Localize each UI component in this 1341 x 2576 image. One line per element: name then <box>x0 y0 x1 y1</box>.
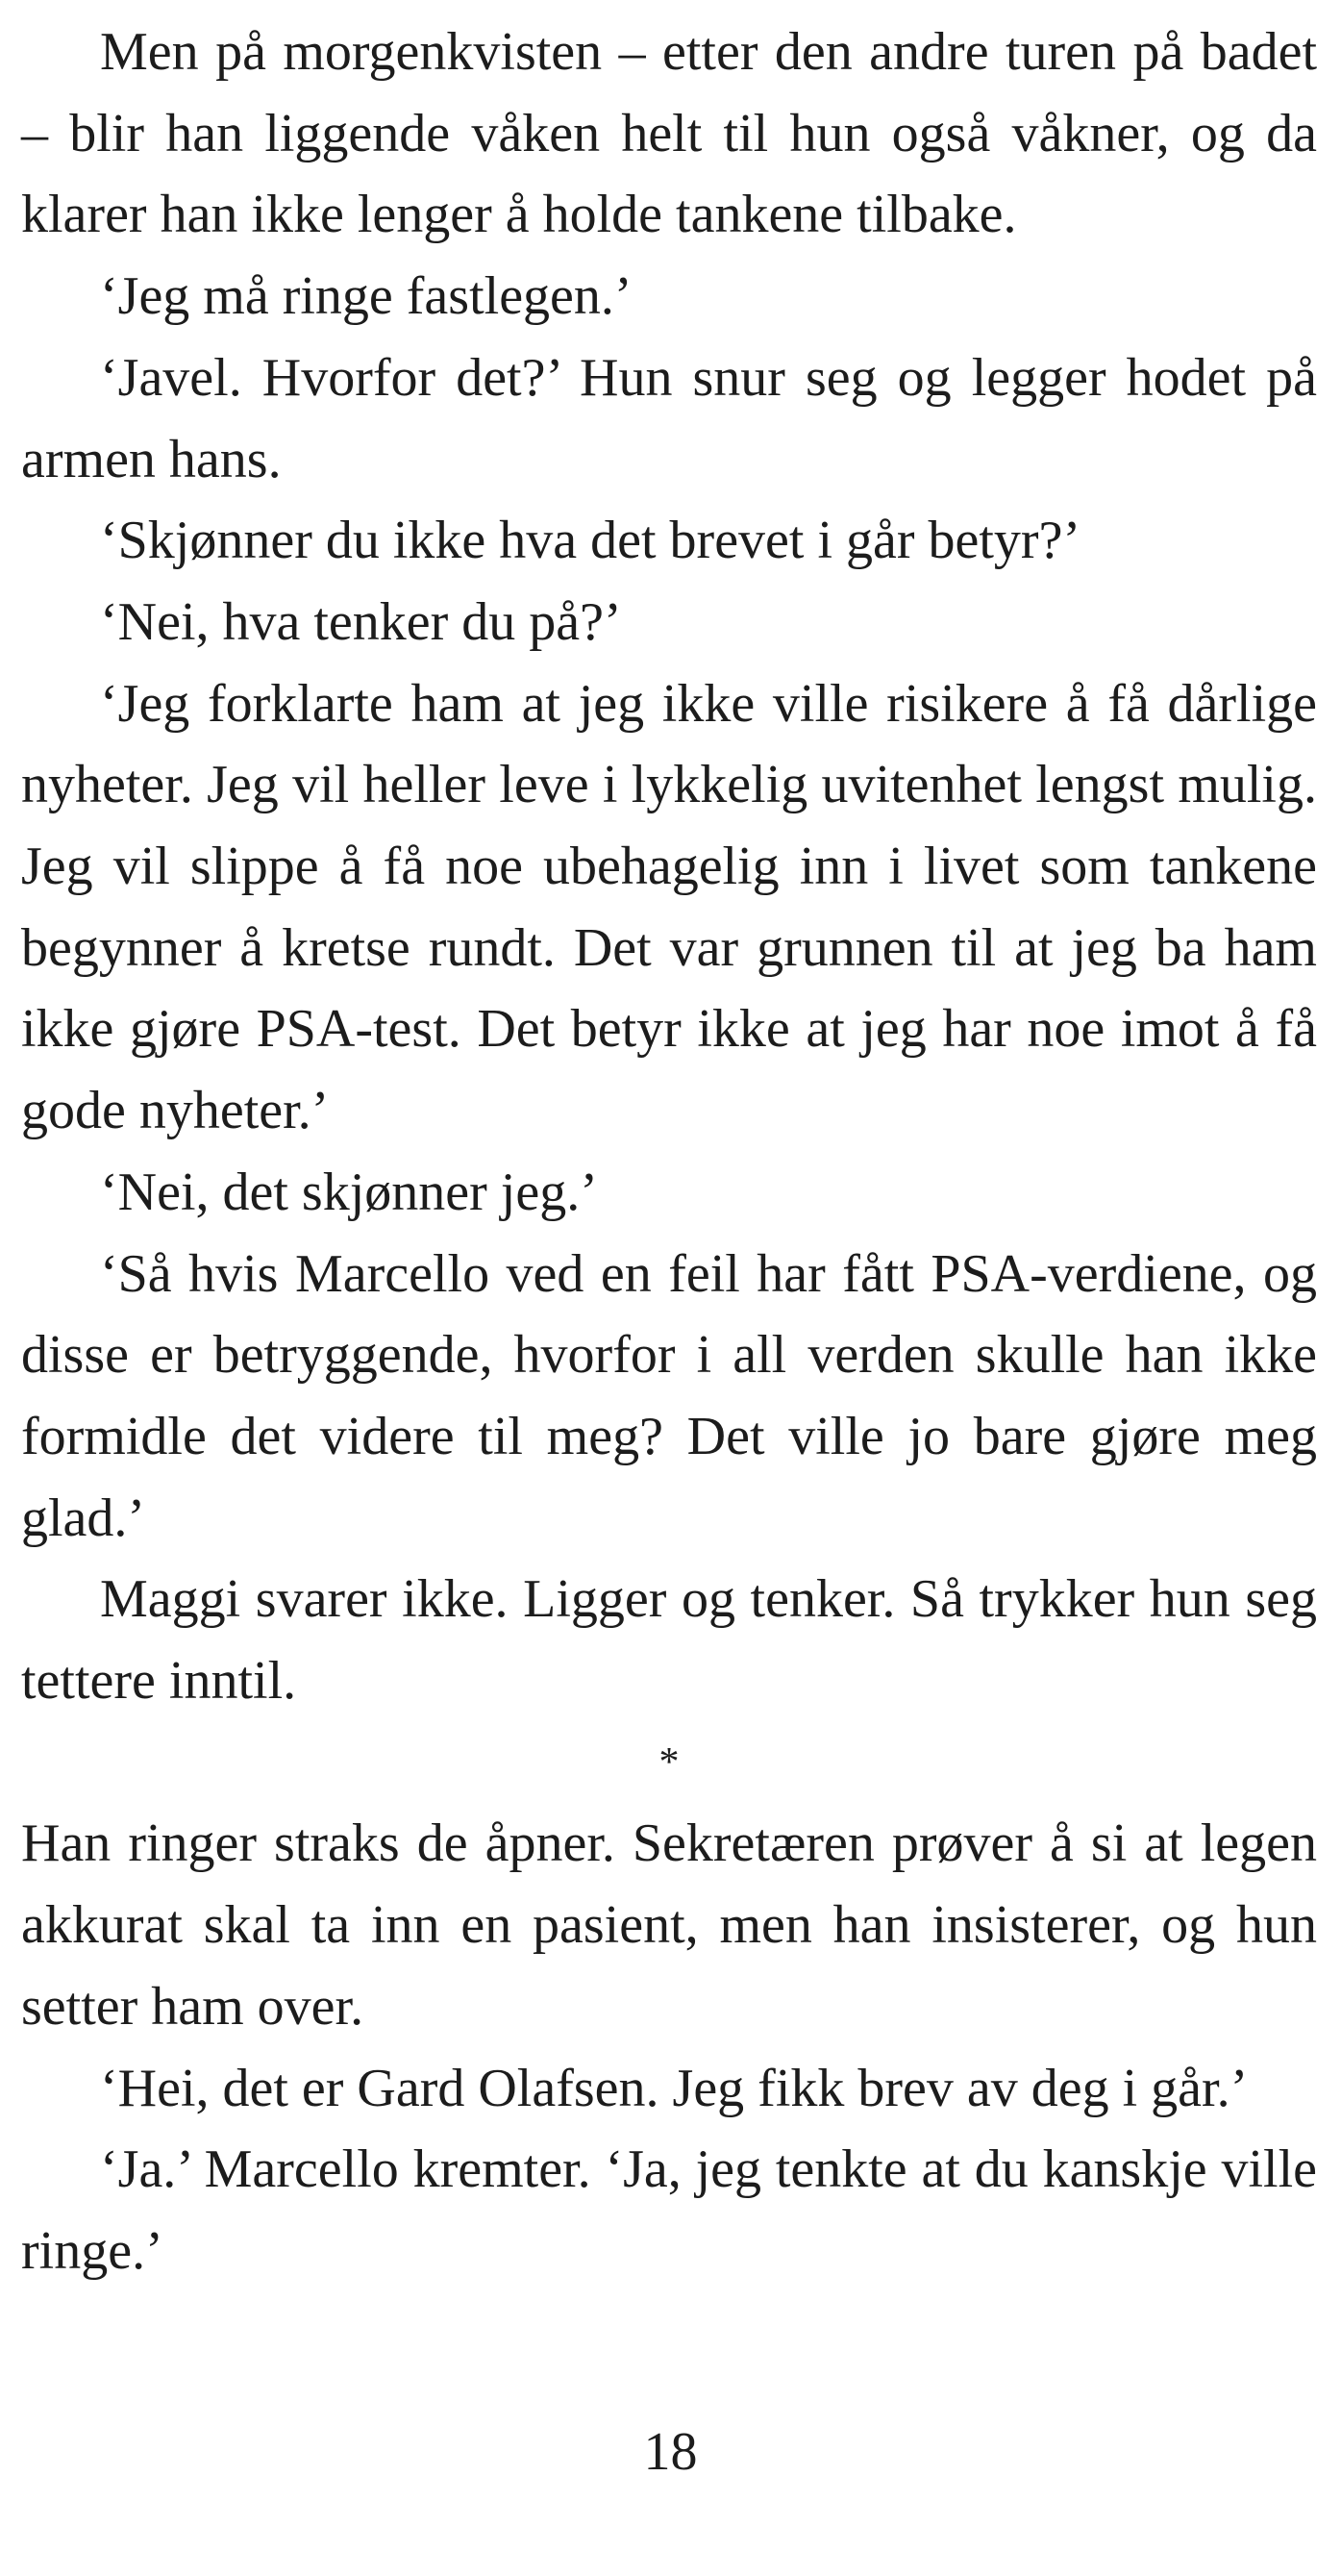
paragraph: ‘Jeg forklarte ham at jeg ikke ville risikere å få dårlige nyheter. Jeg vil heller leve i lykkelig uvitenhet lengst mulig. Jeg vil slippe å få noe ubehagelig inn i livet som tankene begynner å kretse rundt. Det var grunnen til at jeg ba ham ikke gjøre PSA-test. Det betyr ikke at jeg har noe imot å få gode nyheter.’ <box>21 673 1317 1141</box>
body-text <box>21 12 1317 2292</box>
paragraph: Men på morgenkvisten – etter den andre turen på badet – blir han liggende våken helt til hun også våkner, og da klarer han ikke lenger å holde tankene tilbake. <box>21 22 1317 245</box>
paragraph: ‘Nei, hva tenker du på?’ <box>100 591 622 652</box>
paragraph: ‘Nei, det skjønner jeg.’ <box>100 1162 598 1222</box>
paragraph: ‘Skjønner du ikke hva det brevet i går betyr?’ <box>100 511 1081 571</box>
paragraph: ‘Så hvis Marcello ved en feil har fått PSA-verdiene, og disse er betryggende, hvorfor i all verden skulle han ikke formidle det videre til meg? Det ville jo bare gjøre meg glad.’ <box>21 1243 1317 1548</box>
page-number: 18 <box>643 2422 698 2482</box>
paragraph: ‘Hei, det er Gard Olafsen. Jeg fikk brev av deg i går.’ <box>100 2058 1249 2118</box>
section-break: * <box>658 1739 680 1785</box>
paragraph: ‘Jeg må ringe fastlegen.’ <box>100 266 633 327</box>
paragraph: ‘Javel. Hvorfor det?’ Hun snur seg og legger hodet på armen hans. <box>21 347 1317 489</box>
paragraph: Han ringer straks de åpner. Sekretæren prøver å si at legen akkurat skal ta inn en pasient, men han insisterer, og hun setter ham over. <box>21 1813 1317 2037</box>
paragraph: ‘Ja.’ Marcello kremter. ‘Ja, jeg tenkte at du kanskje ville ringe.’ <box>21 2139 1317 2281</box>
book-page <box>21 12 1317 2292</box>
paragraph: Maggi svarer ikke. Ligger og tenker. Så trykker hun seg tettere inntil. <box>21 1569 1317 1712</box>
